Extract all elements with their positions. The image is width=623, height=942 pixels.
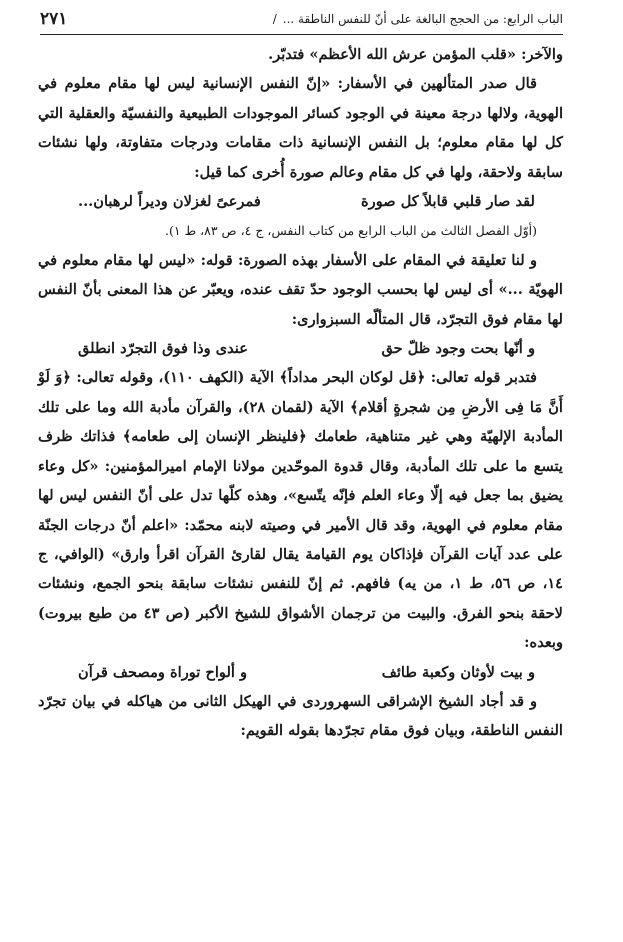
paragraph-3: و لنا تعليقة في المقام على الأسفار بهذه الصورة: قوله: «ليس لها مقام معلوم في الهويّة ...» أى ليس لها بحسب الوجود حدّ تقف عنده، ويعبّر عن هذا المعنى بأنّ النفس لها مقام فوق التجرّد، قال المتألّه السبزوارى: <box>38 251 563 328</box>
paragraph-2: قال صدر المتألهين في الأسفار: «إنّ النفس الإنسانية ليس لها مقام معلوم في الهوية، ولالها درجة معينة في الوجود كسائر الموجودات الطبيعية والنفسيّة والعقلية التي كل لها مقام معلوم؛ بل النفس الإنسانية ذات مقامات ودرجات متفاوتة، ولها نشئات سابقة ولاحقة، ولها في كل مقام وعالم صورة أُخرى كما قيل: <box>38 75 563 181</box>
running-head-title: الباب الرابع: من الحجج البالغة على أنّ للنفس الناطقة ... <box>282 12 563 26</box>
verse-3-right-hemistich: و بيت لأوثان وكعبة طائف <box>381 663 535 681</box>
verse-2 <box>38 334 563 363</box>
verse-3-left-hemistich: و ألواح توراة ومصحف قرآن <box>78 663 248 681</box>
verse-1-right-hemistich: لقد صار قلبي قابلاً كل صورة <box>361 193 535 211</box>
verse-2-left-hemistich: عندى وذا فوق التجرّد انطلق <box>78 340 248 358</box>
running-head <box>40 6 563 32</box>
page-number: ٢٧١ <box>40 9 68 29</box>
verse-1-left-hemistich: فمرعىً لغزلان وديراً لرهبان... <box>78 193 261 211</box>
verse-2-right-hemistich: و أنّها بحت وجود ظلّ حق <box>381 340 535 358</box>
paragraph-1: والآخر: «قلب المؤمن عرش الله الأعظم» فتدبّر. <box>268 46 563 63</box>
paragraph-4: فتدبر قوله تعالى: ﴿قل لوكان البحر مداداً﴾ الآية (الكهف ١١٠)، وقوله تعالى: ﴿وَ لَوْ أَنَّ مَا فِى الأرضِ مِن شجرةٍ أقلام﴾ الآية (لقمان ٢٨)، والقرآن مأدبة الله وما على تلك المأدبة الإلهيّة وهي غير متناهية، طعامك ﴿فلينظر الإنسان إلى طعامه﴾ فذاتك ظرف يتسع ما على تلك المأدبة، وقال قدوة الموحّدين مولانا الإمام اميرالمؤمنين: «كل وعاء يضيق بما جعل فيه إلّا وعاء العلم فإنّه يتّسع»، وهذه كلّها تدل على أنّ النفس ليس لها مقام معلوم في الهوية، وقد قال الأمير في وصيته لابنه محمّد: «اعلم أنّ درجات الجنّة على عدد آيات القرآن فإذاكان يوم القيامة يقال لقارئ القرآن اقرأ وارق» (الوافي، ج ١٤، ص ٥٦، ط ١، من يه) فافهم. ثم إنّ للنفس نشئات سابقة بنحو الجمع، ونشئات لاحقة بنحو الفرق. والبيت من ترجمان الأشواق للشيخ الأكبر (ص ٤٣ من طبع بيروت) وبعده: <box>38 369 564 652</box>
verse-3 <box>38 658 563 687</box>
verse-1 <box>38 187 563 216</box>
header-rule <box>40 34 563 35</box>
running-head-separator: / <box>272 12 277 26</box>
body-text <box>38 40 563 882</box>
paragraph-5: و قد أجاد الشيخ الإشراقى السهروردى في الهيكل الثانى من هياكله في بيان تجرّد النفس الناطقة، وبيان فوق مقام تجرّدها بقوله القويم: <box>38 692 563 740</box>
reference-1: (أوّل الفصل الثالث من الباب الرابع من كتاب النفس، ج ٤، ص ٨٣، ط ١). <box>165 223 537 239</box>
